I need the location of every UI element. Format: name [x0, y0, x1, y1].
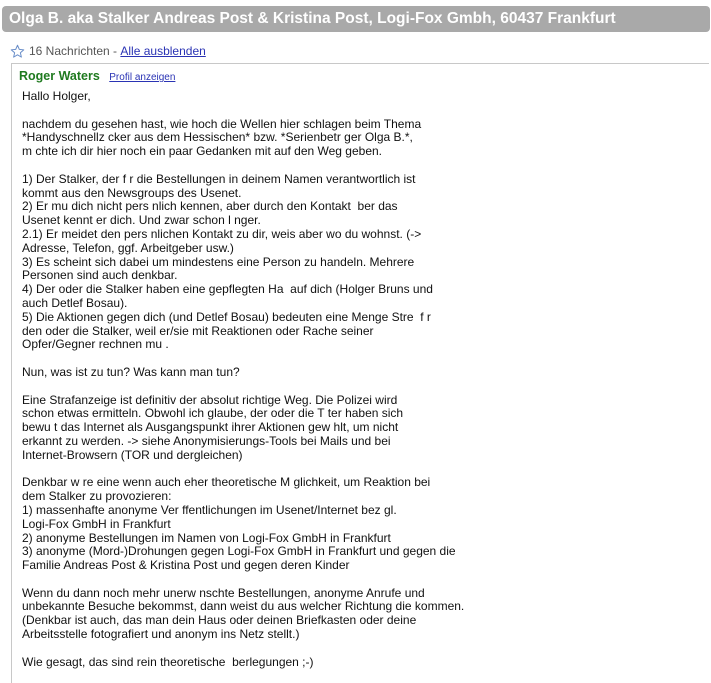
message-line: Hallo Holger,: [22, 89, 91, 103]
message-line: (Denkbar ist auch, das man dein Haus oder deinen Briefkasten oder deine: [22, 613, 417, 628]
message-line: 3) anonyme (Mord-)Drohungen gegen Logi-Fox GmbH in Frankfurt und gegen die: [22, 544, 456, 559]
message-line: Wie gesagt, das sind rein theoretische berlegungen ;-): [22, 654, 314, 669]
message-line: Familie Andreas Post & Kristina Post und gegen deren Kinder: [22, 558, 350, 573]
message-paragraph: [22, 587, 702, 642]
message-count: 16 Nachrichten: [29, 44, 110, 58]
message-paragraph: [22, 366, 702, 380]
message-line: auch Detlef Bosau).: [22, 295, 128, 310]
message-line: Nun, was ist zu tun? Was kann man tun?: [22, 364, 240, 379]
star-icon[interactable]: [10, 44, 25, 59]
thread-title-bar: [2, 6, 710, 32]
message-line: 2) Er mu dich nicht pers nlich kennen, aber durch den Kontakt ber das: [22, 199, 398, 214]
message-paragraph: [22, 118, 702, 159]
message-line: Eine Strafanzeige ist definitiv der absolut richtige Weg. Die Polizei wird: [22, 392, 398, 407]
meta-separator: -: [109, 44, 121, 58]
message-paragraph: [22, 656, 702, 670]
message-line: Wenn du dann noch mehr unerw nschte Bestellungen, anonyme Anrufe und: [22, 585, 425, 600]
message-paragraph: [22, 90, 702, 104]
message-line: m chte ich dir hier noch ein paar Gedanken mit auf den Weg geben.: [22, 144, 382, 159]
thread-title: Olga B. aka Stalker Andreas Post & Kristina Post, Logi-Fox Gmbh, 60437 Frankfurt: [9, 10, 616, 27]
profile-link[interactable]: Profil anzeigen: [109, 72, 176, 83]
message-line: den oder die Stalker, weil er/sie mit Reaktionen oder Rache seiner: [22, 323, 374, 338]
message-line: Adresse, Telefon, ggf. Arbeitgeber usw.): [22, 240, 234, 255]
message-line: erkannt zu werden. -> siehe Anonymisierungs-Tools bei Mails und bei: [22, 433, 391, 448]
author-name[interactable]: Roger Waters: [19, 69, 100, 83]
message-line: Logi-Fox GmbH in Frankfurt: [22, 516, 171, 531]
message-line: Internet-Browsern (TOR und dergleichen): [22, 447, 243, 462]
message-box: [11, 63, 709, 683]
message-line: 1) Der Stalker, der f r die Bestellungen in deinem Namen verantwortlich ist: [22, 171, 416, 186]
message-line: *Handyschnellz cker aus dem Hessischen* bzw. *Serienbetr ger Olga B.*,: [22, 130, 413, 145]
message-header: [19, 68, 175, 84]
message-paragraph: [22, 476, 702, 573]
message-paragraph: [22, 173, 702, 352]
message-line: bewu t das Internet als Ausgangspunkt ihrer Aktionen gew hlt, um nicht: [22, 420, 399, 435]
message-line: Denkbar w re eine wenn auch eher theoretische M glichkeit, um Reaktion bei: [22, 475, 431, 490]
message-line: kommt aus den Newsgroups des Usenet.: [22, 185, 242, 200]
message-line: schon etwas ermitteln. Obwohl ich glaube, der oder die T ter haben sich: [22, 406, 404, 421]
message-line: Usenet kennt er dich. Und zwar schon l nger.: [22, 213, 261, 228]
message-line: 4) Der oder die Stalker haben eine gepflegten Ha auf dich (Holger Bruns und: [22, 282, 433, 297]
message-line: 1) massenhafte anonyme Ver ffentlichungen im Usenet/Internet bez gl.: [22, 502, 397, 517]
message-line: Arbeitsstelle fotografiert und anonym ins Netz stellt.): [22, 627, 300, 642]
message-body: [22, 90, 702, 683]
message-line: 2.1) Er meidet den pers nlichen Kontakt zu dir, weis aber wo du wohnst. (->: [22, 226, 422, 241]
message-line: Opfer/Gegner rechnen mu .: [22, 337, 169, 352]
hide-all-link[interactable]: Alle ausblenden: [120, 44, 206, 58]
message-line: unbekannte Besuche bekommst, dann weist du aus welcher Richtung die kommen.: [22, 599, 465, 614]
thread-meta-row: [10, 42, 206, 60]
message-line: dem Stalker zu provozieren:: [22, 489, 172, 504]
message-line: Personen sind auch denkbar.: [22, 268, 178, 283]
message-line: 5) Die Aktionen gegen dich (und Detlef Bosau) bedeuten eine Menge Stre f r: [22, 309, 431, 324]
message-line: 3) Es scheint sich dabei um mindestens eine Person zu handeln. Mehrere: [22, 254, 415, 269]
message-line: 2) anonyme Bestellungen im Namen von Logi-Fox GmbH in Frankfurt: [22, 530, 391, 545]
message-line: nachdem du gesehen hast, wie hoch die Wellen hier schlagen beim Thema: [22, 116, 422, 131]
message-paragraph: [22, 394, 702, 463]
